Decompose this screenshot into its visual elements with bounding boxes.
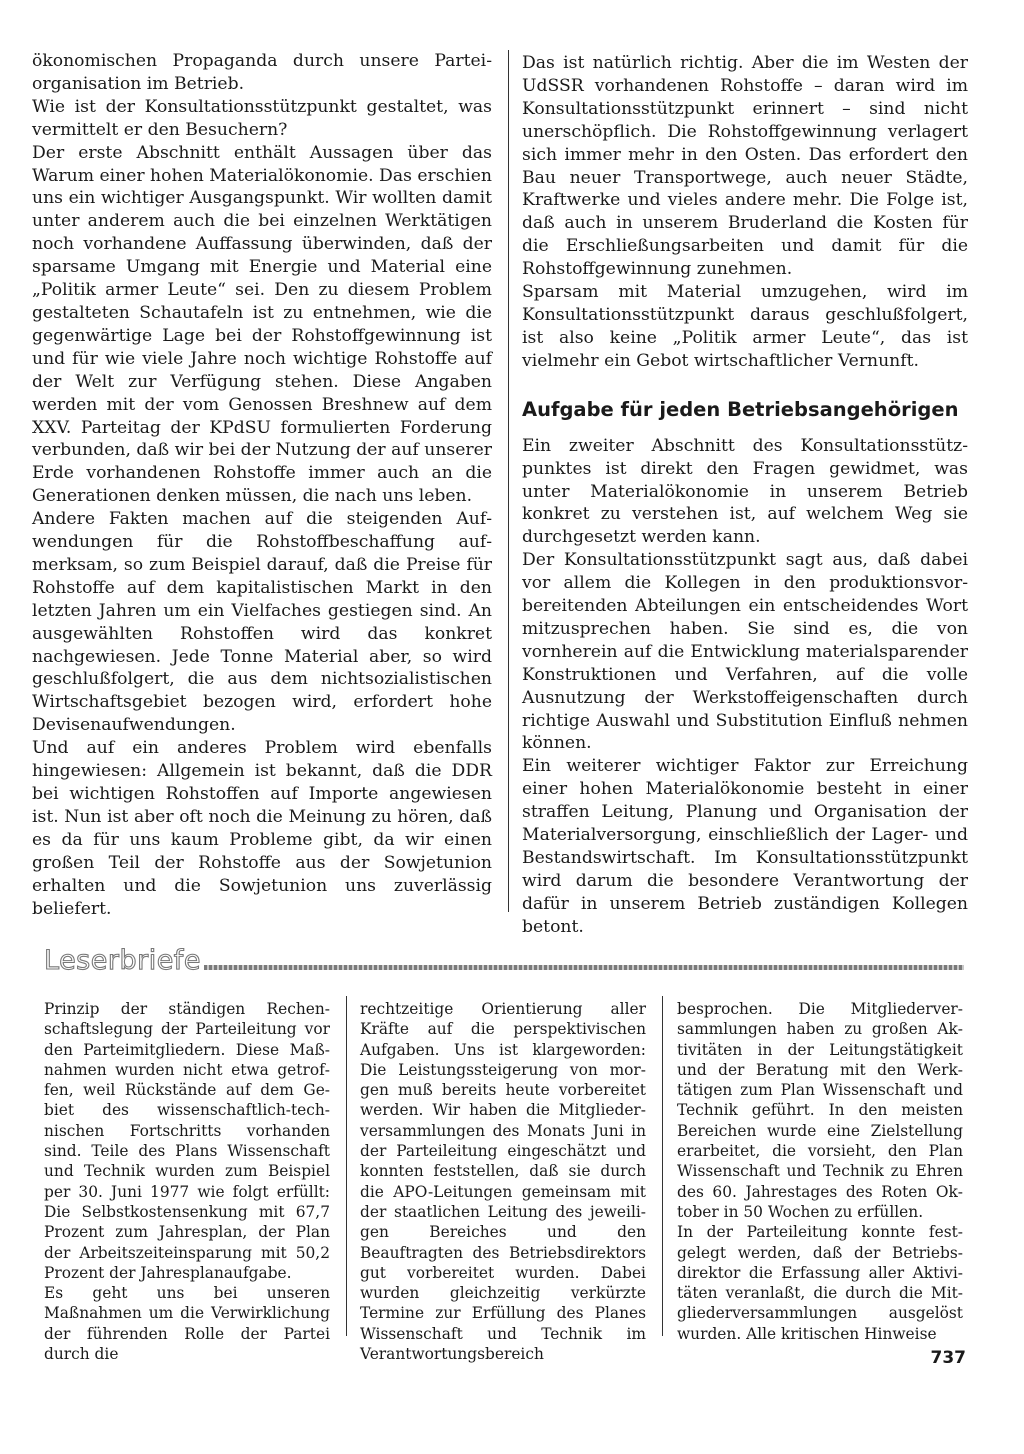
- letters-section-title: Leserbriefe: [44, 945, 201, 976]
- column-divider: [662, 996, 663, 1336]
- paragraph: Der Konsultationsstützpunkt sagt aus, daß dabei vor allem die Kollegen in den produktionsvorbereitenden Abteilungen ein entscheidendes Wort mitzusprechen haben. Sie sind es, die von vornherein auf die Entwicklung materialsparender Konstruktionen und Verfahren, auf die volle Ausnutzung der Werkstoffeigenschaften durch richtige Auswahl und Substitution Einfluß nehmen können.: [522, 550, 968, 754]
- paragraph: besprochen. Die Mitgliederversammlungen haben zu großen Aktivitäten in der Leitungstätigkeit und der Beratung mit den Werktätigen zum Plan Wissenschaft und Technik geführt. In den meisten Bereichen wurde eine Zielstellung erarbeitet, die vorsieht, den Plan Wissenschaft und Technik zu Ehren des 60. Jahrestages des Roten Oktober in 50 Wochen zu erfüllen.: [677, 1000, 963, 1221]
- paragraph: Prinzip der ständigen Rechenschaftslegung der Parteileitung vor den Parteimitgliedern. Diese Maßnahmen wurden nicht etwa getroffen, weil Rückstände auf dem Gebiet des wissenschaftlich-technischen Fortschritts vorhanden sind. Teile des Plans Wissenschaft und Technik wurden zum Beispiel per 30. Juni 1977 wie folgt erfüllt: Die Selbstkostensenkung mit 67,7 Prozent zum Jahresplan, der Plan der Arbeitszeiteinsparung mit 50,2 Prozent der Jahresplanaufgabe.: [44, 1000, 330, 1282]
- decorative-rule: [204, 965, 964, 970]
- letters-section-banner: [44, 944, 964, 980]
- article-left-column: [32, 50, 492, 920]
- letters-column-1: [44, 999, 330, 1364]
- paragraph: Und auf ein anderes Problem wird ebenfalls hingewiesen: Allgemein ist bekannt, daß die DDR bei wichtigen Rohstoffen auf Importe angewiesen ist. Nun ist aber oft noch die Meinung zu hören, daß es da für uns kaum Probleme gibt, da wir einen großen Teil der Rohstoffe aus der Sowjetunion erhalten und die Sowjetunion uns zuverlässig beliefert.: [32, 738, 492, 919]
- paragraph: Ein zweiter Abschnitt des Konsultationsstützpunktes ist direkt den Fragen gewidmet, was unter Materialökonomie in unserem Betrieb konkret zu verstehen ist, auf welchem Weg sie durchgesetzt werden kann.: [522, 435, 968, 548]
- paragraph: rechtzeitige Orientierung aller Kräfte auf die perspektivischen Aufgaben. Uns ist klargeworden: Die Leistungssteigerung von morgen muß bereits heute vorbereitet werden. Wir haben die Mitgliederversammlungen des Monats Juni in der Parteileitung eingeschätzt und konnten feststellen, daß sie durch die APO-Leitungen gemeinsam mit der staatlichen Leitung des jeweiligen Bereiches und den Beauftragten des Betriebsdirektors gut vorbereitet wurden. Dabei wurden gleichzeitig verkürzte Termine zur Erfüllung des Planes Wissenschaft und Technik im Verantwortungsbereich: [360, 1000, 646, 1364]
- paragraph: Der erste Abschnitt enthält Aussagen über das Warum einer hohen Materialökonomie. Das erschien uns ein wichtiger Ausgangspunkt. Wir wollten damit unter anderem auch die bei einzelnen Werktätigen noch vorhandene Auffassung überwinden, daß der sparsame Umgang mit Energie und Material eine „Politik armer Leute“ sei. Den zu diesem Problem gestalteten Schautafeln ist zu entnehmen, wie die gegenwärtige Lage bei der Rohstoffgewinnung ist und für wie viele Jahre noch wichtige Rohstoffe auf der Welt zur Verfügung stehen. Diese Angaben werden mit der vom Genossen Breshnew auf dem XXV. Parteitag der KPdSU formulierten Forderung verbunden, daß wir bei der Nutzung der auf unserer Erde vorhandenen Rohstoffe immer auch an die Generationen denken müssen, die nach uns leben.: [32, 142, 492, 507]
- paragraph: Sparsam mit Material umzugehen, wird im Konsultationsstützpunkt daraus geschlußfolgert, ist also keine „Politik armer Leute“, das ist vielmehr ein Gebot wirtschaftlicher Vernunft.: [522, 282, 968, 371]
- paragraph: Das ist natürlich richtig. Aber die im Westen der UdSSR vorhandenen Rohstoffe – daran wird im Konsultationsstützpunkt erinnert – sind nicht unerschöpflich. Die Rohstoffgewinnung verlagert sich immer mehr in den Osten. Das erfordert den Bau neuer Transportwege, auch neuer Städte, Kraftwerke und vieles andere mehr. Die Folge ist, daß auch in unserem Bruderland die Kosten für die Erschließungsarbeiten und damit für die Rohstoffgewinnung zunehmen.: [522, 53, 968, 280]
- paragraph: ökonomischen Propaganda durch unsere Parteiorganisation im Betrieb.: [32, 51, 492, 94]
- paragraph: In der Parteileitung konnte festgelegt werden, daß der Betriebsdirektor die Erfassung aller Aktivitäten veranlaßt, die durch die Mitgliederversammlungen ausgelöst wurden. Alle kritischen Hinweise: [677, 1223, 963, 1343]
- paragraph: Wie ist der Konsultationsstützpunkt gestaltet, was vermittelt er den Besuchern?: [32, 96, 492, 140]
- article-right-column: [522, 52, 968, 939]
- paragraph: Es geht uns bei unseren Maßnahmen um die Verwirklichung der führenden Rolle der Partei durch die: [44, 1284, 330, 1364]
- section-subheading: Aufgabe für jeden Betriebsangehörigen: [522, 397, 959, 421]
- page-number: 737: [930, 1348, 966, 1368]
- letters-column-2: [360, 999, 646, 1364]
- letters-column-3: [677, 999, 963, 1344]
- column-divider: [508, 50, 509, 912]
- paragraph: Ein weiterer wichtiger Faktor zur Erreichung einer hohen Materialökonomie besteht in einer straffen Leitung, Planung und Organisation der Materialversorgung, einschließlich der Lager- und Bestandswirtschaft. Im Konsultationsstützpunkt wird darum die besondere Verantwortung der dafür in unserem Betrieb zuständigen Kollegen betont.: [522, 756, 968, 937]
- column-divider: [346, 996, 347, 1336]
- paragraph: Andere Fakten machen auf die steigenden Aufwendungen für die Rohstoffbeschaffung aufmerksam, so zum Beispiel darauf, daß die Preise für Rohstoffe auf dem kapitalistischen Markt in den letzten Jahren um ein Vielfaches gestiegen sind. An ausgewählten Rohstoffen wird das konkret nachgewiesen. Jede Tonne Material aber, so wird geschlußfolgert, die aus dem nichtsozialistischen Wirtschaftsgebiet bezogen wird, erfordert hohe Devisenaufwendungen.: [32, 509, 492, 736]
